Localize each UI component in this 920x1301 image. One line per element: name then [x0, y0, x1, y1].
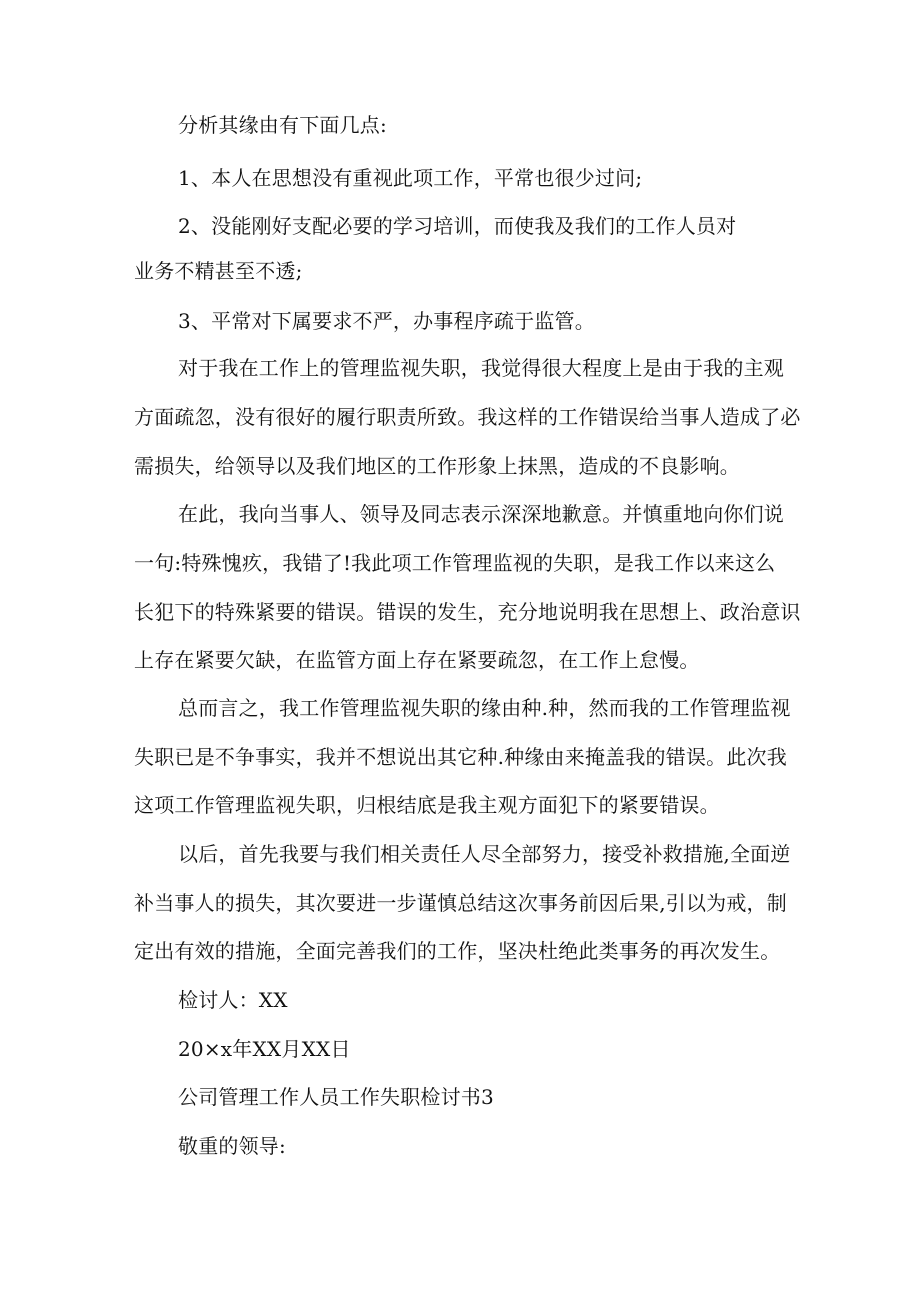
paragraph-2-line-2: 一句:特殊愧疚，我错了!我此项工作管理监视的失职，是我工作以来这么 [134, 551, 776, 575]
paragraph-2-line-1: 在此，我向当事人、领导及同志表示深深地歉意。并慎重地向你们说 [178, 502, 784, 526]
paragraph-1-line-3: 需损失，给领导以及我们地区的工作形象上抹黑，造成的不良影响。 [134, 454, 740, 478]
paragraph-1-line-2: 方面疏忽，没有很好的履行职责所致。我这样的工作错误给当事人造成了必 [134, 405, 801, 429]
section-title: 公司管理工作人员工作失职检讨书3 [178, 1085, 494, 1109]
reason-2-line-1: 2、没能刚好支配必要的学习培训，而使我及我们的工作人员对 [178, 214, 737, 238]
paragraph-3-line-2: 失职已是不争事实，我并不想说出其它种.种缘由来掩盖我的错误。此次我 [134, 745, 787, 769]
paragraph-4-line-2: 补当事人的损失，其次要进一步谨慎总结这次事务前因后果,引以为戒，制 [134, 891, 787, 915]
paragraph-3-line-3: 这项工作管理监视失职，归根结底是我主观方面犯下的紧要错误。 [134, 793, 720, 817]
reasons-intro: 分析其缘由有下面几点: [178, 113, 387, 137]
paragraph-2-line-4: 上存在紧要欠缺，在监管方面上存在紧要疏忽，在工作上怠慢。 [134, 648, 700, 672]
paragraph-2-line-3: 长犯下的特殊紧要的错误。错误的发生，充分地说明我在思想上、政治意识 [134, 600, 801, 624]
reason-3: 3、平常对下属要求不严，办事程序疏于监管。 [178, 309, 595, 333]
paragraph-4-line-1: 以后，首先我要与我们相关责任人尽全部努力，接受补救措施,全面逆 [178, 842, 791, 866]
signature-line: 检讨人：XX [178, 988, 288, 1012]
paragraph-3-line-1: 总而言之，我工作管理监视失职的缘由种.种，然而我的工作管理监视 [178, 696, 791, 720]
paragraph-1-line-1: 对于我在工作上的管理监视失职，我觉得很大程度上是由于我的主观 [178, 356, 784, 380]
paragraph-4-line-3: 定出有效的措施，全面完善我们的工作，坚决杜绝此类事务的再次发生。 [134, 939, 781, 963]
salutation: 敬重的领导: [178, 1134, 286, 1158]
reason-1: 1、本人在思想没有重视此项工作，平常也很少过问; [178, 166, 643, 190]
reason-2-line-2: 业务不精甚至不透; [134, 259, 303, 283]
date-line: 20×x年XX月XX日 [178, 1037, 351, 1061]
